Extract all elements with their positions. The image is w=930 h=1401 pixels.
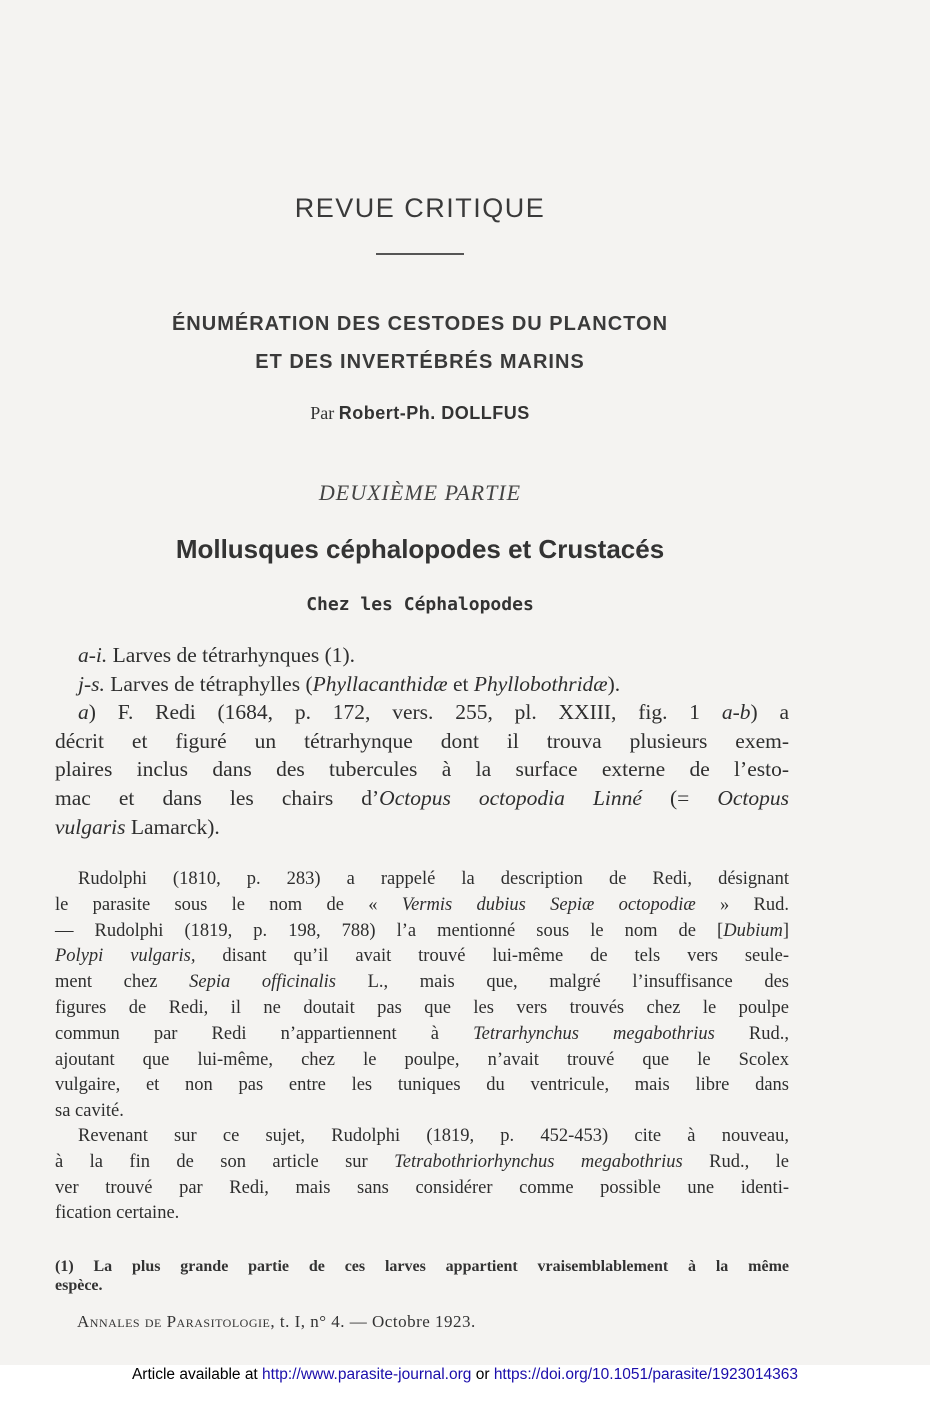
availability-banner	[0, 1365, 930, 1401]
italic-term: Tetrabothriorhynchus megabothrius	[394, 1151, 683, 1172]
text-line	[55, 1073, 789, 1099]
text-line	[55, 1022, 789, 1048]
journal-name: Annales de Parasitologie,	[77, 1312, 276, 1331]
footnote	[55, 1257, 789, 1295]
text-run: ment chez	[55, 972, 190, 993]
text-line	[55, 784, 789, 813]
text-run: disant qu’il avait trouvé lui-même de tels vers seule-	[195, 946, 789, 967]
italic-term: Phyllobothridæ	[473, 671, 608, 696]
article-title-line-2: ET DES INVERTÉBRÉS MARINS	[255, 351, 585, 373]
text-line	[55, 944, 789, 970]
text-line	[55, 996, 789, 1022]
byline-prefix: Par	[310, 403, 335, 423]
footnote-line: espèce.	[55, 1277, 103, 1294]
paragraph-1	[55, 641, 789, 841]
text-run: » Rud.	[695, 894, 789, 915]
text-run: et	[447, 671, 474, 696]
journal-section-title: REVUE CRITIQUE	[294, 193, 546, 223]
text-line	[55, 641, 789, 670]
text-run: Revenant sur ce sujet, Rudolphi (1819, p. 452-453) cite à nouveau,	[78, 1126, 789, 1146]
italic-term: Polypi vulgaris,	[55, 946, 196, 967]
text-line	[55, 1201, 789, 1227]
article-title-line-1: ÉNUMÉRATION DES CESTODES DU PLANCTON	[171, 313, 669, 335]
part-heading: DEUXIÈME PARTIE	[318, 480, 522, 505]
italic-term: a	[78, 700, 89, 725]
text-run: ) a	[750, 700, 790, 725]
author-name: Robert-Ph. DOLLFUS	[338, 403, 530, 423]
paragraph-3	[55, 1124, 789, 1227]
italic-term: Octopus	[717, 785, 789, 810]
text-line	[55, 755, 789, 784]
text-line	[55, 1176, 789, 1202]
text-run: ]	[782, 920, 789, 941]
text-line	[55, 1048, 789, 1074]
italic-term: a-b	[721, 700, 751, 725]
text-line	[55, 727, 789, 756]
text-run: Lamarck).	[125, 814, 220, 839]
subsection-heading: Chez les Céphalopodes	[306, 594, 534, 615]
journal-footer	[77, 1312, 476, 1332]
text-run: Larves de tétrarhynques (1).	[107, 643, 356, 667]
italic-term: Sepia officinalis	[189, 972, 336, 993]
title-rule	[376, 253, 464, 255]
paragraph-2	[55, 867, 789, 1125]
italic-term: Vermis dubius Sepiæ octopodiæ	[401, 894, 696, 915]
italic-term: j-s.	[78, 671, 105, 696]
text-line	[55, 813, 789, 842]
italic-term: Tetrarhynchus megabothrius	[473, 1023, 715, 1044]
text-run: figures de Redi, il ne doutait pas que les vers trouvés chez le poulpe	[55, 997, 789, 1018]
doi-link[interactable]: https://doi.org/10.1051/parasite/1923014363	[493, 1366, 799, 1383]
text-run: ).	[607, 671, 621, 696]
text-run: Rudolphi (1810, p. 283) a rappelé la description de Redi, désignant	[78, 869, 789, 889]
text-run: à la fin de son article sur	[55, 1151, 395, 1172]
text-run: Rud.,	[714, 1023, 789, 1044]
text-line	[55, 698, 789, 727]
text-run: ver trouvé par Redi, mais sans considérer comme possible une identi-	[55, 1177, 789, 1198]
text-line	[55, 1124, 789, 1150]
text-run: — Rudolphi (1819, p. 198, 788) l’a mentionné sous le nom de [	[55, 920, 724, 941]
text-line	[55, 867, 789, 893]
text-run: décrit et figuré un tétrarhynque dont il trouva plusieurs exem-	[55, 728, 789, 753]
text-run: L., mais que, malgré l’insuffisance des	[335, 972, 789, 993]
text-run: le parasite sous le nom de «	[55, 894, 402, 915]
text-line	[55, 1150, 789, 1176]
text-line	[55, 919, 789, 945]
text-run: (=	[641, 785, 718, 810]
journal-issue: t. I, n° 4. — Octobre 1923.	[275, 1312, 476, 1331]
italic-term: Dubium	[723, 920, 783, 941]
text-run: vulgaire, et non pas entre les tuniques du ventricule, mais libre dans	[55, 1075, 789, 1096]
text-run: Larves de tétraphylles (	[104, 671, 313, 696]
text-line	[55, 670, 789, 699]
text-run: sa cavité.	[55, 1101, 124, 1122]
text-line	[55, 970, 789, 996]
journal-link[interactable]: http://www.parasite-journal.org	[262, 1366, 472, 1383]
section-heading: Mollusques céphalopodes et Crustacés	[175, 534, 665, 564]
footnote-line: (1) La plus grande partie de ces larves appartient vraisemblablement à la même	[55, 1258, 789, 1275]
italic-term: Octopus octopodia Linné	[379, 785, 642, 810]
text-run: fication certaine.	[55, 1203, 180, 1224]
text-run: ) F. Redi (1684, p. 172, vers. 255, pl. XXIII, fig. 1	[88, 700, 722, 725]
italic-term: vulgaris	[55, 814, 126, 839]
text-run: plaires inclus dans des tubercules à la surface externe de l’esto-	[55, 757, 789, 782]
text-line	[55, 893, 789, 919]
text-run: mac et dans les chairs d’	[55, 785, 380, 810]
italic-term: a-i.	[78, 643, 108, 667]
text-run: Rud., le	[682, 1151, 789, 1172]
byline	[0, 403, 840, 424]
italic-term: Phyllacanthidæ	[312, 671, 448, 696]
text-run: ajoutant que lui-même, chez le poulpe, n’avait trouvé que le Scolex	[55, 1049, 789, 1070]
availability-middle: or	[471, 1366, 494, 1383]
text-run: commun par Redi n’appartiennent à	[55, 1023, 474, 1044]
availability-prefix: Article available at	[131, 1366, 263, 1383]
text-line	[55, 1099, 789, 1125]
